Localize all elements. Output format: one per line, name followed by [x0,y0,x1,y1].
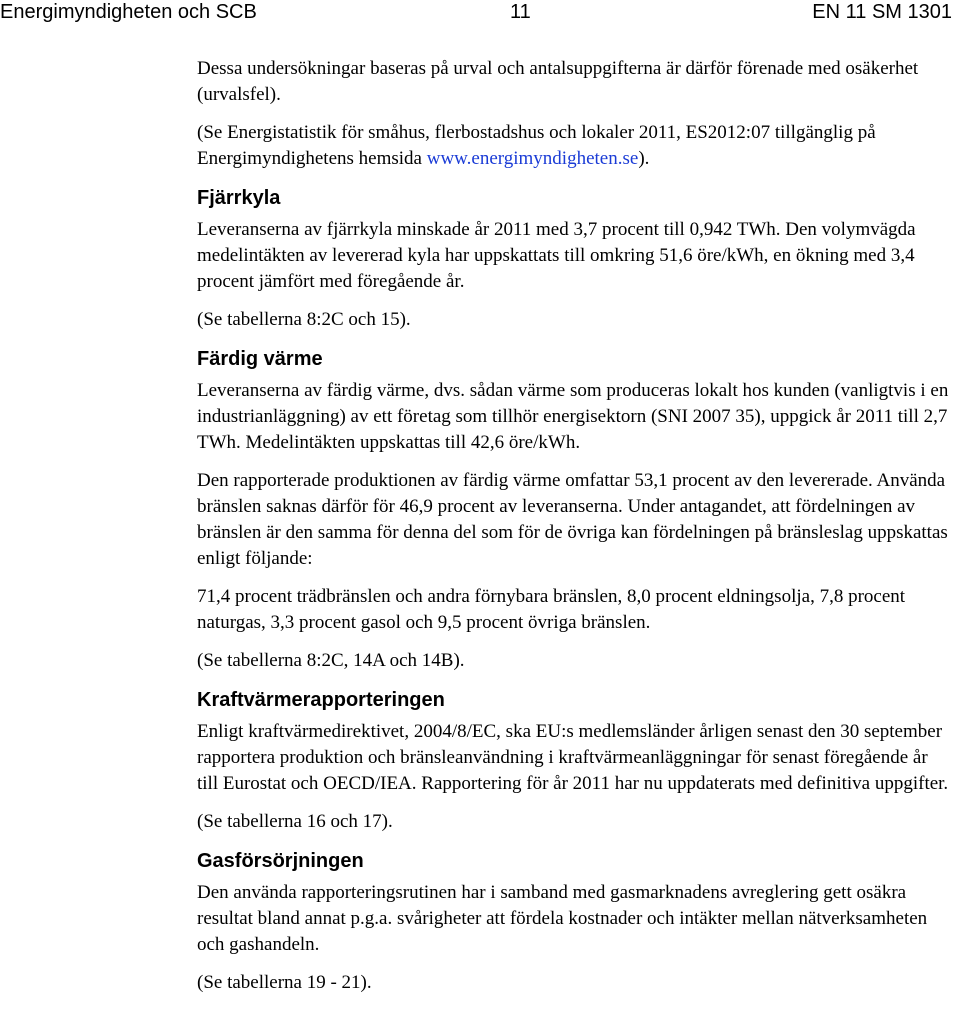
page-header [0,0,960,28]
kraftvarme-paragraph: Enligt kraftvärmedirektivet, 2004/8/EC, ska EU:s medlemsländer årligen senast den 30 september rapportera produktion och bränsleanvändning i kraftvärmeanläggningar för senast föregående år till Eurostat och OECD/IEA. Rapportering för år 2011 har nu uppdaterats med definitiva uppgifter. [197,721,949,794]
fardig-varme-paragraph-2: Den rapporterade produktionen av färdig värme omfattar 53,1 procent av den levererade. Använda bränslen saknas därför för 46,9 procent av leveranserna. Under antagandet, att fördelningen av bränslen är den samma för denna del som för de övriga kan fördelningen på bränsleslag uppskattas enligt följande: [197,470,948,569]
intro-reference-text: (Se Energistatistik för småhus, flerbostadshus och lokaler 2011, ES2012:07 tillgänglig på Energimyndighetens hemsida [197,122,876,169]
energimyndigheten-link[interactable]: www.energimyndigheten.se [426,148,639,169]
section-heading-fjarrkyla: Fjärrkyla [197,187,281,209]
fjarrkyla-paragraph: Leveranserna av fjärrkyla minskade år 2011 med 3,7 procent till 0,942 TWh. Den volymvägda medelintäkten av levererad kyla har uppskattats till omkring 51,6 öre/kWh, en ökning med 3,4 procent jämfört med föregående år. [197,219,916,292]
header-report-id: EN 11 SM 1301 [812,1,952,23]
gasforsorjning-paragraph: Den använda rapporteringsrutinen har i samband med gasmarknadens avreglering gett osäkra resultat bland annat p.g.a. svårigheter att fördela kostnader och intäkter mellan nätverksamheten och gashandeln. [197,882,928,955]
header-publisher: Energimyndigheten och SCB [0,1,257,23]
intro-paragraph: Dessa undersökningar baseras på urval och antalsuppgifterna är därför förenade med osäkerhet (urvalsfel). [197,58,919,105]
fardig-varme-paragraph-1: Leveranserna av färdig värme, dvs. sådan värme som produceras lokalt hos kunden (vanligtvis i en industrianläggning) av ett företag som tillhör energisektorn (SNI 2007 35), uppgick år 2011 till 2,7 TWh. Medelintäkten uppskattas till 42,6 öre/kWh. [197,380,949,453]
document-body [197,56,949,1008]
kraftvarme-table-reference: (Se tabellerna 16 och 17). [197,811,393,832]
header-page-number: 11 [510,1,531,23]
fjarrkyla-table-reference: (Se tabellerna 8:2C och 15). [197,309,411,330]
section-heading-fardig-varme: Färdig värme [197,348,323,370]
gasforsorjning-table-reference: (Se tabellerna 19 - 21). [197,972,372,993]
fardig-varme-paragraph-3: 71,4 procent trädbränslen och andra förnybara bränslen, 8,0 procent eldningsolja, 7,8 procent naturgas, 3,3 procent gasol och 9,5 procent övriga bränslen. [197,586,906,633]
intro-reference-paragraph [197,120,949,172]
section-heading-kraftvarme: Kraftvärmerapporteringen [197,689,445,711]
fardig-varme-table-reference: (Se tabellerna 8:2C, 14A och 14B). [197,650,465,671]
intro-reference-end: ). [638,148,650,169]
section-heading-gasforsorjning: Gasförsörjningen [197,850,364,872]
